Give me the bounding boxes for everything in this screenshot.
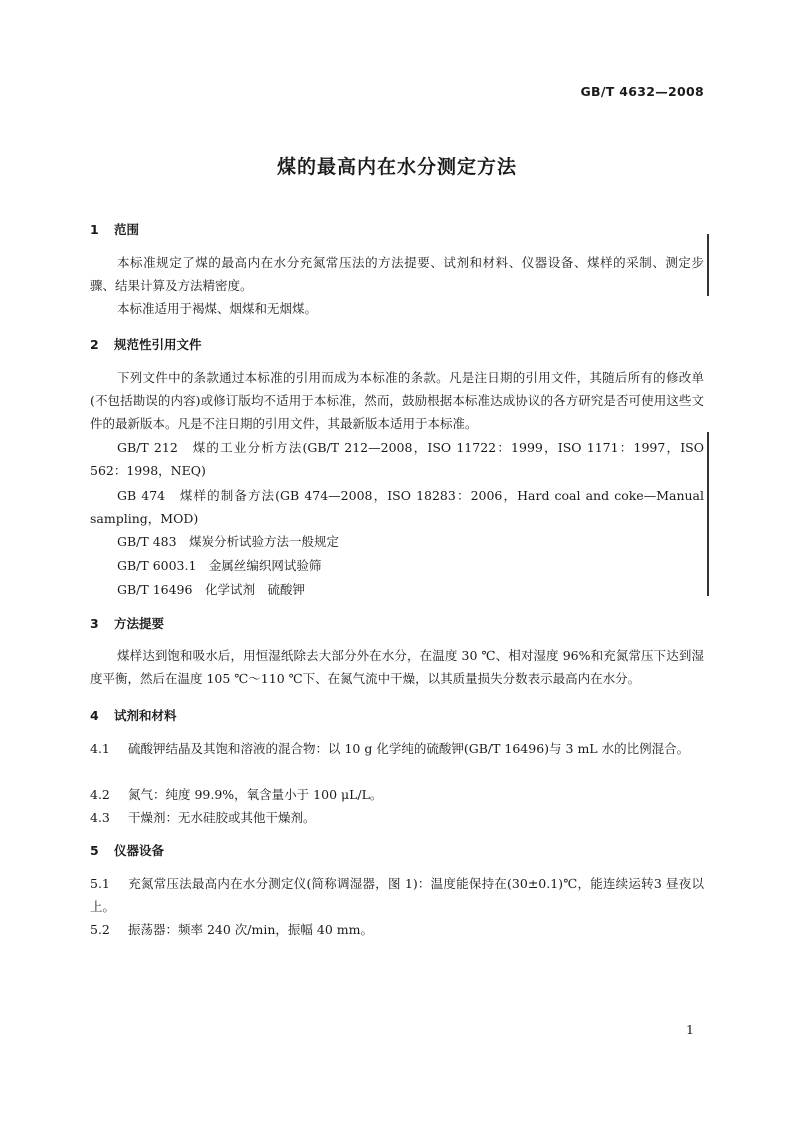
section-title: 仪器设备 bbox=[114, 843, 165, 858]
reference-item: GB/T 6003.1 金属丝编织网试验筛 bbox=[117, 558, 322, 573]
section-heading-principle bbox=[90, 614, 164, 632]
clause-text: 硫酸钾结晶及其饱和溶液的混合物：以 10 g 化学纯的硫酸钾(GB/T 16496)与 3 mL 水的比例混合。 bbox=[128, 741, 690, 756]
paragraph: 煤样达到饱和吸水后，用恒湿纸除去大部分外在水分，在温度 30 ℃、相对湿度 96%和充氮常压下达到湿度平衡，然后在温度 105 ℃～110 ℃下、在氮气流中干燥，以其质量损失分数表示最高内在水分。 bbox=[90, 648, 704, 686]
clause-number: 4.1 bbox=[90, 741, 110, 756]
reference-item: GB/T 16496 化学试剂 硫酸钾 bbox=[117, 582, 305, 597]
clause bbox=[90, 737, 704, 760]
section-heading-apparatus bbox=[90, 841, 164, 859]
clause-number: 4.2 bbox=[90, 787, 110, 802]
paragraph: 下列文件中的条款通过本标准的引用而成为本标准的条款。凡是注日期的引用文件，其随后所有的修改单(不包括勘误的内容)或修订版均不适用于本标准，然而，鼓励根据本标准达成协议的各方研究是否可使用这些文件的最新版本。凡是不注日期的引用文件，其最新版本适用于本标准。 bbox=[90, 370, 704, 431]
page-title: 煤的最高内在水分测定方法 bbox=[276, 156, 517, 178]
clause bbox=[90, 872, 704, 918]
clause-number: 5.2 bbox=[90, 922, 110, 937]
section-title: 方法提要 bbox=[114, 616, 165, 631]
reference-item: GB 474 煤样的制备方法(GB 474—2008，ISO 18283：2006，Hard coal and coke—Manual sampling，MOD) bbox=[90, 488, 704, 526]
clause-text: 振荡器：频率 240 次/min，振幅 40 mm。 bbox=[128, 922, 373, 937]
reference-item: GB/T 483 煤炭分析试验方法一般规定 bbox=[117, 534, 340, 549]
section-heading-references bbox=[90, 335, 202, 353]
section-number: 3 bbox=[90, 616, 99, 631]
revision-bar bbox=[707, 234, 709, 296]
clause bbox=[90, 918, 704, 941]
section-number: 4 bbox=[90, 708, 99, 723]
clause-text: 氮气：纯度 99.9%，氧含量小于 100 μL/L。 bbox=[128, 787, 383, 802]
clause bbox=[90, 783, 704, 806]
section-number: 5 bbox=[90, 843, 99, 858]
reference-item: GB/T 212 煤的工业分析方法(GB/T 212—2008，ISO 11722：1999，ISO 1171：1997，ISO 562：1998，NEQ) bbox=[90, 440, 704, 478]
standard-number: GB/T 4632—2008 bbox=[580, 84, 704, 99]
paragraph: 本标准规定了煤的最高内在水分充氮常压法的方法提要、试剂和材料、仪器设备、煤样的采制、测定步骤、结果计算及方法精密度。 bbox=[90, 255, 704, 293]
clause-number: 4.3 bbox=[90, 810, 110, 825]
section-number: 2 bbox=[90, 337, 99, 352]
clause-text: 充氮常压法最高内在水分测定仪(简称调湿器，图 1)：温度能保持在(30±0.1)℃，能连续运转3 昼夜以上。 bbox=[90, 876, 704, 914]
section-number: 1 bbox=[90, 222, 99, 237]
section-heading-scope bbox=[90, 220, 139, 238]
section-title: 范围 bbox=[114, 222, 140, 237]
section-title: 规范性引用文件 bbox=[114, 337, 202, 352]
paragraph: 本标准适用于褐煤、烟煤和无烟煤。 bbox=[117, 301, 318, 316]
clause bbox=[90, 806, 704, 829]
revision-bar bbox=[707, 432, 709, 596]
clause-text: 干燥剂：无水硅胶或其他干燥剂。 bbox=[128, 810, 316, 825]
page-number: 1 bbox=[686, 1022, 694, 1037]
clause-number: 5.1 bbox=[90, 876, 110, 891]
section-heading-reagents bbox=[90, 706, 177, 724]
section-title: 试剂和材料 bbox=[114, 708, 177, 723]
